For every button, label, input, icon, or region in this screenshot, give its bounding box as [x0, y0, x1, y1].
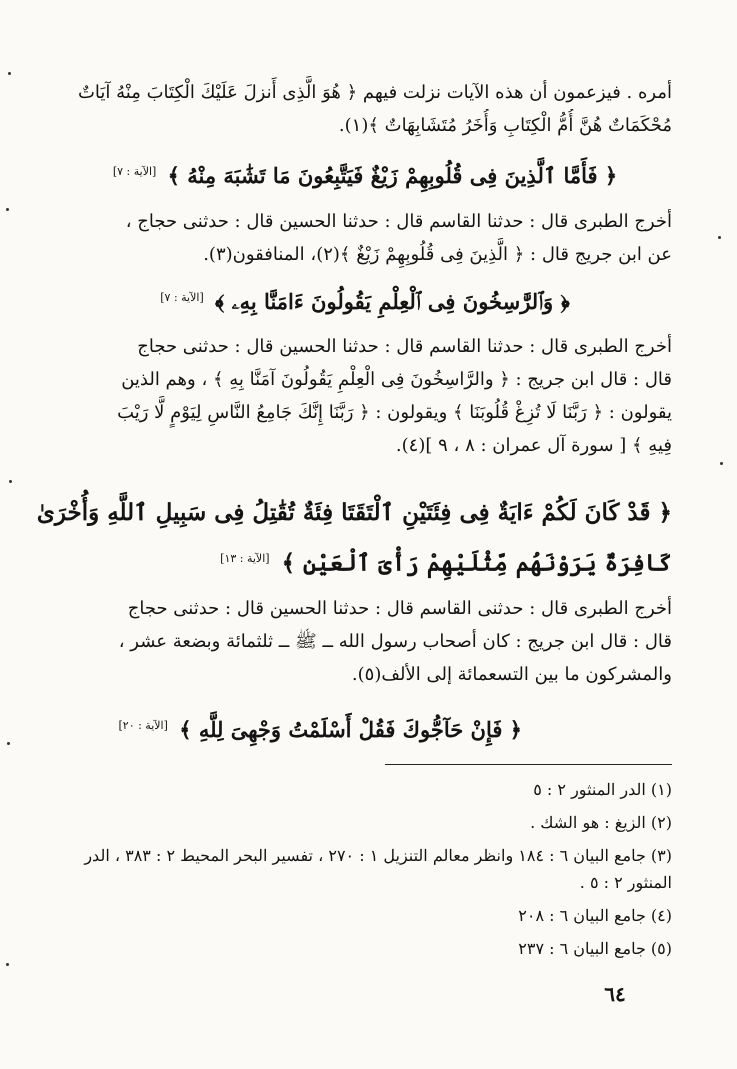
text-line: قال : قال ابن جريج : ﴿ والرَّاسِخُونَ فِى الْعِلْمِ يَقُولُونَ آمَنَّا بِهِ ﴾ ، وهم الذين	[121, 369, 672, 390]
scan-speck	[718, 236, 721, 239]
paragraph-3	[58, 330, 672, 462]
scan-speck	[8, 72, 11, 75]
verse-reference: [الآية : ٧]	[112, 165, 157, 178]
footnote: (٣) جامع البيان ٦ : ١٨٤ وانظر معالم التنزيل ١ : ٢٧٠ ، تفسير البحر المحيط ٢ : ٣٨٣ ، الدر المنثور ٢ : ٥ .	[84, 846, 672, 892]
text-line: فِيهِ ﴾ [ سورة آل عمران : ٨ ، ٩ ](٤).	[395, 435, 672, 456]
quran-verse-1	[58, 152, 672, 196]
scan-speck	[6, 208, 9, 211]
footnote: (١) الدر المنثور ٢ : ٥	[533, 780, 672, 799]
footnote-divider	[385, 764, 672, 765]
verse-text: كَافِرَةٌ يَرَوْنَهُم مِّثْلَيْهِمْ رَأْىَ ٱلْعَيْنِ ﴾	[281, 549, 672, 577]
verse-text: ﴿ وَٱلرَّٰسِخُونَ فِى ٱلْعِلْمِ يَقُولُونَ ءَامَنَّا بِهِۦ ﴾	[215, 289, 570, 314]
verse-line	[58, 536, 672, 587]
text-line: أمره . فيزعمون أن هذه الآيات نزلت فيهم ﴿ هُوَ الَّذِى أَنزلَ عَلَيْكَ الْكِتَابَ مِنْهُ آيَاتٌ	[77, 82, 672, 103]
scan-speck	[9, 480, 12, 483]
verse-reference: [الآية : ٧]	[160, 291, 204, 304]
scan-speck	[720, 462, 723, 465]
text-line: مُحْكَمَاتٌ هُنَّ أُمُّ الْكِتَابِ وَأُخَرُ مُتَشَابِهَاتٌ ﴾(١).	[338, 115, 672, 136]
text-line: عن ابن جريج قال : ﴿ الَّذِينَ فِى قُلُوبِهِمْ زَيْغٌ ﴾(٢)، المنافقون(٣).	[203, 244, 672, 265]
text-line: أخرج الطبرى قال : حدثنا القاسم قال : حدثنا الحسين قال : حدثنى حجاج ،	[125, 211, 672, 232]
paragraph-1	[58, 76, 672, 142]
text-line: أخرج الطبرى قال : حدثنى القاسم قال : حدثنا الحسين قال : حدثنى حجاج	[127, 598, 672, 619]
quran-verse-2	[58, 278, 672, 322]
verse-reference: [الآية : ١٣]	[220, 552, 270, 565]
paragraph-4	[58, 592, 672, 691]
text-line: يقولون : ﴿ رَبَّنَا لَا تُزِغْ قُلُوبَنَا ﴾ ويقولون : ﴿ رَبَّنَا إِنَّكَ جَامِعُ النَّاسِ لِيَوْمٍ لَّا رَيْبَ	[117, 402, 672, 423]
footnote: (٤) جامع البيان ٦ : ٢٠٨	[518, 906, 672, 925]
footnote: (٢) الزيغ : هو الشك .	[530, 813, 672, 832]
verse-line: ﴿ قَدْ كَانَ لَكُمْ ءَايَةٌ فِى فِئَتَيْنِ ٱلْتَقَتَا فِئَةٌ تُقَٰتِلُ فِى سَبِيلِ ٱللَّهِ وَأُخْرَىٰ	[36, 499, 672, 526]
text-line: والمشركون ما بين التسعمائة إلى الألف(٥).	[351, 664, 672, 685]
text-line: قال : قال ابن جريج : كان أصحاب رسول الله ــ ﷺ ــ ثلثمائة وبضعة عشر ،	[118, 631, 672, 652]
verse-reference: [الآية : ٢٠]	[118, 719, 168, 732]
quran-verse-4	[58, 706, 672, 750]
page-number: ٦٤	[604, 982, 626, 1006]
text-line: أخرج الطبرى قال : حدثنا القاسم قال : حدثنا الحسين قال : حدثنى حجاج	[137, 336, 672, 357]
scan-speck	[6, 963, 9, 966]
verse-text: ﴿ فَأَمَّا ٱلَّذِينَ فِى قُلُوبِهِمْ زَيْغٌ فَيَتَّبِعُونَ مَا تَشَٰبَهَ مِنْهُ ﴾	[167, 163, 618, 188]
verse-text: ﴿ فَإِنْ حَآجُّوكَ فَقُلْ أَسْلَمْتُ وَجْهِىَ لِلَّهِ ﴾	[179, 717, 522, 742]
footnote: (٥) جامع البيان ٦ : ٢٣٧	[518, 939, 672, 958]
scan-speck	[7, 742, 10, 745]
footnotes	[58, 776, 672, 968]
quran-verse-3	[36, 490, 672, 587]
paragraph-2	[58, 205, 672, 271]
